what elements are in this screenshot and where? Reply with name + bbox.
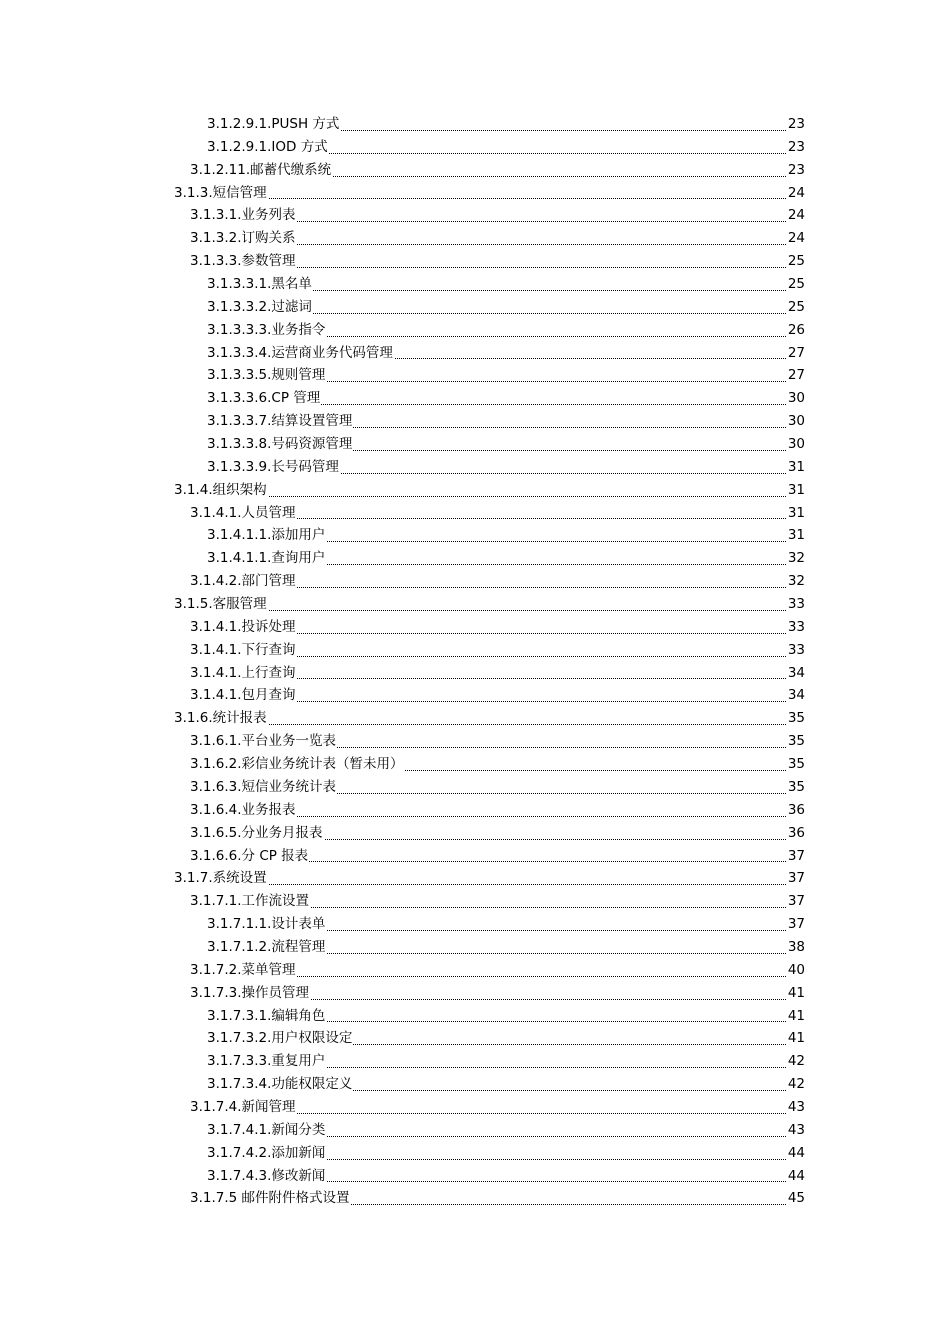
toc-entry[interactable] [0, 890, 950, 913]
toc-entry-title[interactable]: 3.1.4.1.包月查询 [190, 684, 297, 707]
toc-page-number: 30 [786, 433, 805, 456]
toc-page-number: 33 [786, 616, 805, 639]
toc-entry-title[interactable]: 3.1.4.1.上行查询 [190, 662, 297, 685]
toc-page-number: 44 [786, 1142, 805, 1165]
toc-entry[interactable] [0, 799, 950, 822]
toc-entry-title[interactable]: 3.1.3.3.9.长号码管理 [207, 456, 340, 479]
toc-entry[interactable] [0, 867, 950, 890]
toc-entry[interactable] [0, 936, 950, 959]
toc-entry-title[interactable]: 3.1.4.1.下行查询 [190, 639, 297, 662]
toc-page-number: 30 [786, 387, 805, 410]
toc-entry-title[interactable]: 3.1.3.3.8.号码资源管理 [207, 433, 353, 456]
toc-entry[interactable] [0, 730, 950, 753]
toc-entry-title[interactable]: 3.1.7.1.2.流程管理 [207, 936, 326, 959]
toc-entry[interactable] [0, 182, 950, 205]
toc-entry[interactable] [0, 113, 950, 136]
toc-page-number: 31 [786, 502, 805, 525]
toc-page-number: 43 [786, 1096, 805, 1119]
toc-entry[interactable] [0, 547, 950, 570]
toc-entry-title[interactable]: 3.1.4.组织架构 [174, 479, 268, 502]
toc-page-number: 36 [786, 799, 805, 822]
toc-entry[interactable] [0, 959, 950, 982]
toc-entry-title[interactable]: 3.1.3.3.3.业务指令 [207, 319, 326, 342]
toc-entry-title[interactable]: 3.1.4.1.1.添加用户 [207, 524, 326, 547]
toc-page-number: 42 [786, 1050, 805, 1073]
toc-entry[interactable] [0, 1027, 950, 1050]
table-of-contents [0, 113, 950, 1210]
toc-entry[interactable] [0, 1005, 950, 1028]
toc-page-number: 31 [786, 479, 805, 502]
toc-entry[interactable] [0, 227, 950, 250]
toc-page-number: 40 [786, 959, 805, 982]
toc-entry-title[interactable]: 3.1.2.9.1.PUSH 方式 [207, 113, 340, 136]
toc-entry-title[interactable]: 3.1.7.3.1.编辑角色 [207, 1005, 326, 1028]
toc-page-number: 43 [786, 1119, 805, 1142]
toc-entry[interactable] [0, 593, 950, 616]
toc-entry[interactable] [0, 296, 950, 319]
toc-page-number: 41 [786, 1027, 805, 1050]
toc-page-number: 32 [786, 547, 805, 570]
toc-page-number: 33 [786, 639, 805, 662]
toc-entry-title[interactable]: 3.1.4.1.1.查询用户 [207, 547, 326, 570]
toc-entry[interactable] [0, 776, 950, 799]
toc-entry-title[interactable]: 3.1.3.3.2.过滤词 [207, 296, 313, 319]
toc-entry-title[interactable]: 3.1.3.短信管理 [174, 182, 268, 205]
toc-entry-title[interactable]: 3.1.2.9.1.IOD 方式 [207, 136, 329, 159]
toc-page-number: 25 [786, 250, 805, 273]
toc-entry-title[interactable]: 3.1.6.5.分业务月报表 [190, 822, 324, 845]
toc-entry[interactable] [0, 570, 950, 593]
toc-entry[interactable] [0, 913, 950, 936]
toc-page-number: 35 [786, 730, 805, 753]
toc-entry[interactable] [0, 982, 950, 1005]
toc-entry[interactable] [0, 364, 950, 387]
toc-entry-title[interactable]: 3.1.3.3.6.CP 管理 [207, 387, 321, 410]
toc-entry[interactable] [0, 684, 950, 707]
toc-entry[interactable] [0, 639, 950, 662]
toc-page-number: 24 [786, 204, 805, 227]
toc-entry-title[interactable]: 3.1.7.4.3.修改新闻 [207, 1165, 326, 1188]
toc-entry-title[interactable]: 3.1.3.3.5.规则管理 [207, 364, 326, 387]
toc-entry[interactable] [0, 1187, 950, 1210]
toc-entry-title[interactable]: 3.1.4.1.人员管理 [190, 502, 297, 525]
toc-entry-title[interactable]: 3.1.6.6.分 CP 报表 [190, 845, 309, 868]
toc-entry-title[interactable]: 3.1.3.3.1.黑名单 [207, 273, 313, 296]
toc-entry-title[interactable]: 3.1.3.2.订购关系 [190, 227, 297, 250]
toc-page-number: 32 [786, 570, 805, 593]
toc-entry-title[interactable]: 3.1.7.4.新闻管理 [190, 1096, 297, 1119]
toc-page-number: 30 [786, 410, 805, 433]
toc-page-number: 26 [786, 319, 805, 342]
toc-entry-title[interactable]: 3.1.6.3.短信业务统计表 [190, 776, 337, 799]
toc-entry[interactable] [0, 845, 950, 868]
toc-entry-title[interactable]: 3.1.7.2.菜单管理 [190, 959, 297, 982]
toc-entry[interactable] [0, 524, 950, 547]
toc-entry-title[interactable]: 3.1.3.3.参数管理 [190, 250, 297, 273]
toc-entry[interactable] [0, 136, 950, 159]
toc-entry[interactable] [0, 753, 950, 776]
toc-entry[interactable] [0, 433, 950, 456]
toc-entry-title[interactable]: 3.1.2.11.邮蓄代缴系统 [190, 159, 332, 182]
toc-entry-title[interactable]: 3.1.3.3.7.结算设置管理 [207, 410, 353, 433]
toc-entry-title[interactable]: 3.1.6.统计报表 [174, 707, 268, 730]
toc-entry-title[interactable]: 3.1.4.1.投诉处理 [190, 616, 297, 639]
toc-entry[interactable] [0, 479, 950, 502]
toc-entry[interactable] [0, 204, 950, 227]
toc-entry[interactable] [0, 159, 950, 182]
toc-entry[interactable] [0, 822, 950, 845]
toc-entry[interactable] [0, 1073, 950, 1096]
toc-page-number: 23 [786, 136, 805, 159]
toc-page-number: 35 [786, 707, 805, 730]
toc-entry-title[interactable]: 3.1.6.1.平台业务一览表 [190, 730, 337, 753]
toc-page-number: 42 [786, 1073, 805, 1096]
toc-page-number: 27 [786, 364, 805, 387]
toc-entry-title[interactable]: 3.1.4.2.部门管理 [190, 570, 297, 593]
toc-page-number: 41 [786, 982, 805, 1005]
toc-entry-title[interactable]: 3.1.7.5 邮件附件格式设置 [190, 1187, 351, 1210]
toc-entry-title[interactable]: 3.1.7.3.4.功能权限定义 [207, 1073, 353, 1096]
toc-entry-title[interactable]: 3.1.3.3.4.运营商业务代码管理 [207, 342, 394, 365]
toc-page-number: 23 [786, 159, 805, 182]
toc-entry[interactable] [0, 662, 950, 685]
toc-entry-title[interactable]: 3.1.3.1.业务列表 [190, 204, 297, 227]
toc-entry[interactable] [0, 342, 950, 365]
toc-entry[interactable] [0, 1096, 950, 1119]
toc-entry[interactable] [0, 250, 950, 273]
toc-page-number: 34 [786, 662, 805, 685]
toc-page-number: 37 [786, 913, 805, 936]
toc-entry[interactable] [0, 273, 950, 296]
toc-entry-title[interactable]: 3.1.7.3.2.用户权限设定 [207, 1027, 353, 1050]
toc-entry[interactable] [0, 1050, 950, 1073]
toc-entry-title[interactable]: 3.1.7.4.1.新闻分类 [207, 1119, 326, 1142]
toc-page-number: 35 [786, 776, 805, 799]
toc-entry-title[interactable]: 3.1.6.4.业务报表 [190, 799, 297, 822]
toc-entry-title[interactable]: 3.1.7.系统设置 [174, 867, 268, 890]
toc-page-number: 24 [786, 227, 805, 250]
toc-page-number: 25 [786, 296, 805, 319]
toc-page-number: 36 [786, 822, 805, 845]
toc-page-number: 35 [786, 753, 805, 776]
toc-entry[interactable] [0, 456, 950, 479]
toc-page-number: 34 [786, 684, 805, 707]
toc-entry[interactable] [0, 410, 950, 433]
toc-page-number: 45 [786, 1187, 805, 1210]
toc-entry[interactable] [0, 707, 950, 730]
toc-page-number: 24 [786, 182, 805, 205]
toc-entry[interactable] [0, 1119, 950, 1142]
toc-page-number: 37 [786, 867, 805, 890]
toc-page-number: 25 [786, 273, 805, 296]
toc-entry-title[interactable]: 3.1.7.3.操作员管理 [190, 982, 310, 1005]
toc-page-number: 44 [786, 1165, 805, 1188]
toc-entry-title[interactable]: 3.1.7.1.工作流设置 [190, 890, 310, 913]
toc-page-number: 38 [786, 936, 805, 959]
toc-entry[interactable] [0, 502, 950, 525]
toc-page-number: 31 [786, 456, 805, 479]
toc-page-number: 37 [786, 845, 805, 868]
toc-entry[interactable] [0, 387, 950, 410]
toc-entry[interactable] [0, 616, 950, 639]
toc-entry[interactable] [0, 1142, 950, 1165]
toc-entry-title[interactable]: 3.1.6.2.彩信业务统计表（暂未用） [190, 753, 405, 776]
toc-page-number: 33 [786, 593, 805, 616]
toc-entry-title[interactable]: 3.1.5.客服管理 [174, 593, 268, 616]
toc-entry[interactable] [0, 1165, 950, 1188]
toc-entry-title[interactable]: 3.1.7.3.3.重复用户 [207, 1050, 326, 1073]
toc-page-number: 37 [786, 890, 805, 913]
toc-page-number: 41 [786, 1005, 805, 1028]
toc-entry-title[interactable]: 3.1.7.1.1.设计表单 [207, 913, 326, 936]
toc-page-number: 27 [786, 342, 805, 365]
toc-entry[interactable] [0, 319, 950, 342]
toc-page-number: 23 [786, 113, 805, 136]
toc-entry-title[interactable]: 3.1.7.4.2.添加新闻 [207, 1142, 326, 1165]
toc-page-number: 31 [786, 524, 805, 547]
